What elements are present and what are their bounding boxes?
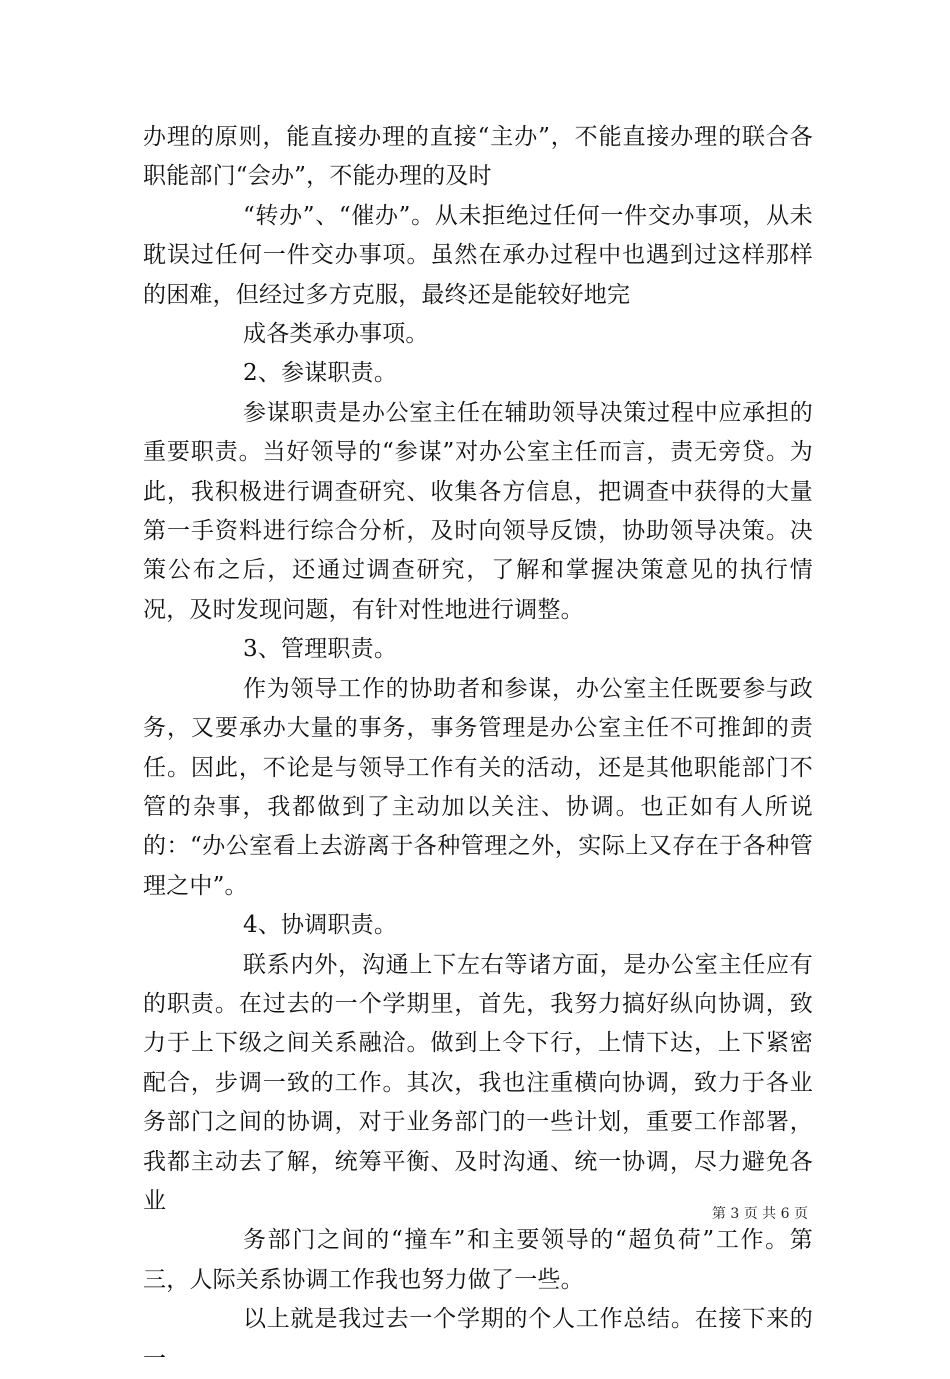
- section-heading-2: 2、参谋职责。: [243, 360, 398, 387]
- paragraph-11: 以上就是我过去一个学期的个人工作总结。在接下来的一: [143, 1306, 813, 1372]
- paragraph-3: 成各类承办事项。: [243, 321, 429, 348]
- document-body: [143, 118, 813, 1379]
- paragraph-1: 办理的原则，能直接办理的直接“主办”，不能直接办理的联合各职能部门“会办”，不能办理的及时: [143, 124, 813, 190]
- paragraph-2: “转办”、“催办”。从未拒绝过任何一件交办事项，从未耽误过任何一件交办事项。虽然在承办过程中也遇到过这样那样的困难，但经过多方克服，最终还是能较好地完: [143, 202, 813, 308]
- paragraph-10: 务部门之间的“撞车”和主要领导的“超负荷”工作。第三，人际关系协调工作我也努力做了一些。: [143, 1227, 813, 1293]
- section-heading-4: 4、协调职责。: [243, 912, 398, 939]
- paragraph-5: 参谋职责是办公室主任在辅助领导决策过程中应承担的重要职责。当好领导的“参谋”对办公室主任而言，责无旁贷。为此，我积极进行调查研究、收集各方信息，把调查中获得的大量第一手资料进行综合分析，及时向领导反馈，协助领导决策。决策公布之后，还通过调查研究，了解和掌握决策意见的执行情况，及时发现问题，有针对性地进行调整。: [143, 399, 813, 623]
- page-number-footer: 第 3 页 共 6 页: [711, 1206, 808, 1222]
- section-heading-3: 3、管理职责。: [243, 636, 398, 663]
- paragraph-9: 联系内外，沟通上下左右等诸方面，是办公室主任应有的职责。在过去的一个学期里，首先，我努力搞好纵向协调，致力于上下级之间关系融洽。做到上令下行，上情下达，上下紧密配合，步调一致的工作。其次，我也注重横向协调，致力于各业务部门之间的协调，对于业务部门的一些计划，重要工作部署，我都主动去了解，统筹平衡、及时沟通、统一协调，尽力避免各业: [143, 951, 813, 1214]
- paragraph-7: 作为领导工作的协助者和参谋，办公室主任既要参与政务，又要承办大量的事务，事务管理是办公室主任不可推卸的责任。因此，不论是与领导工作有关的活动，还是其他职能部门不管的杂事，我都做到了主动加以关注、协调。也正如有人所说的：“办公室看上去游离于各种管理之外，实际上又存在于各种管理之中”。: [143, 675, 813, 899]
